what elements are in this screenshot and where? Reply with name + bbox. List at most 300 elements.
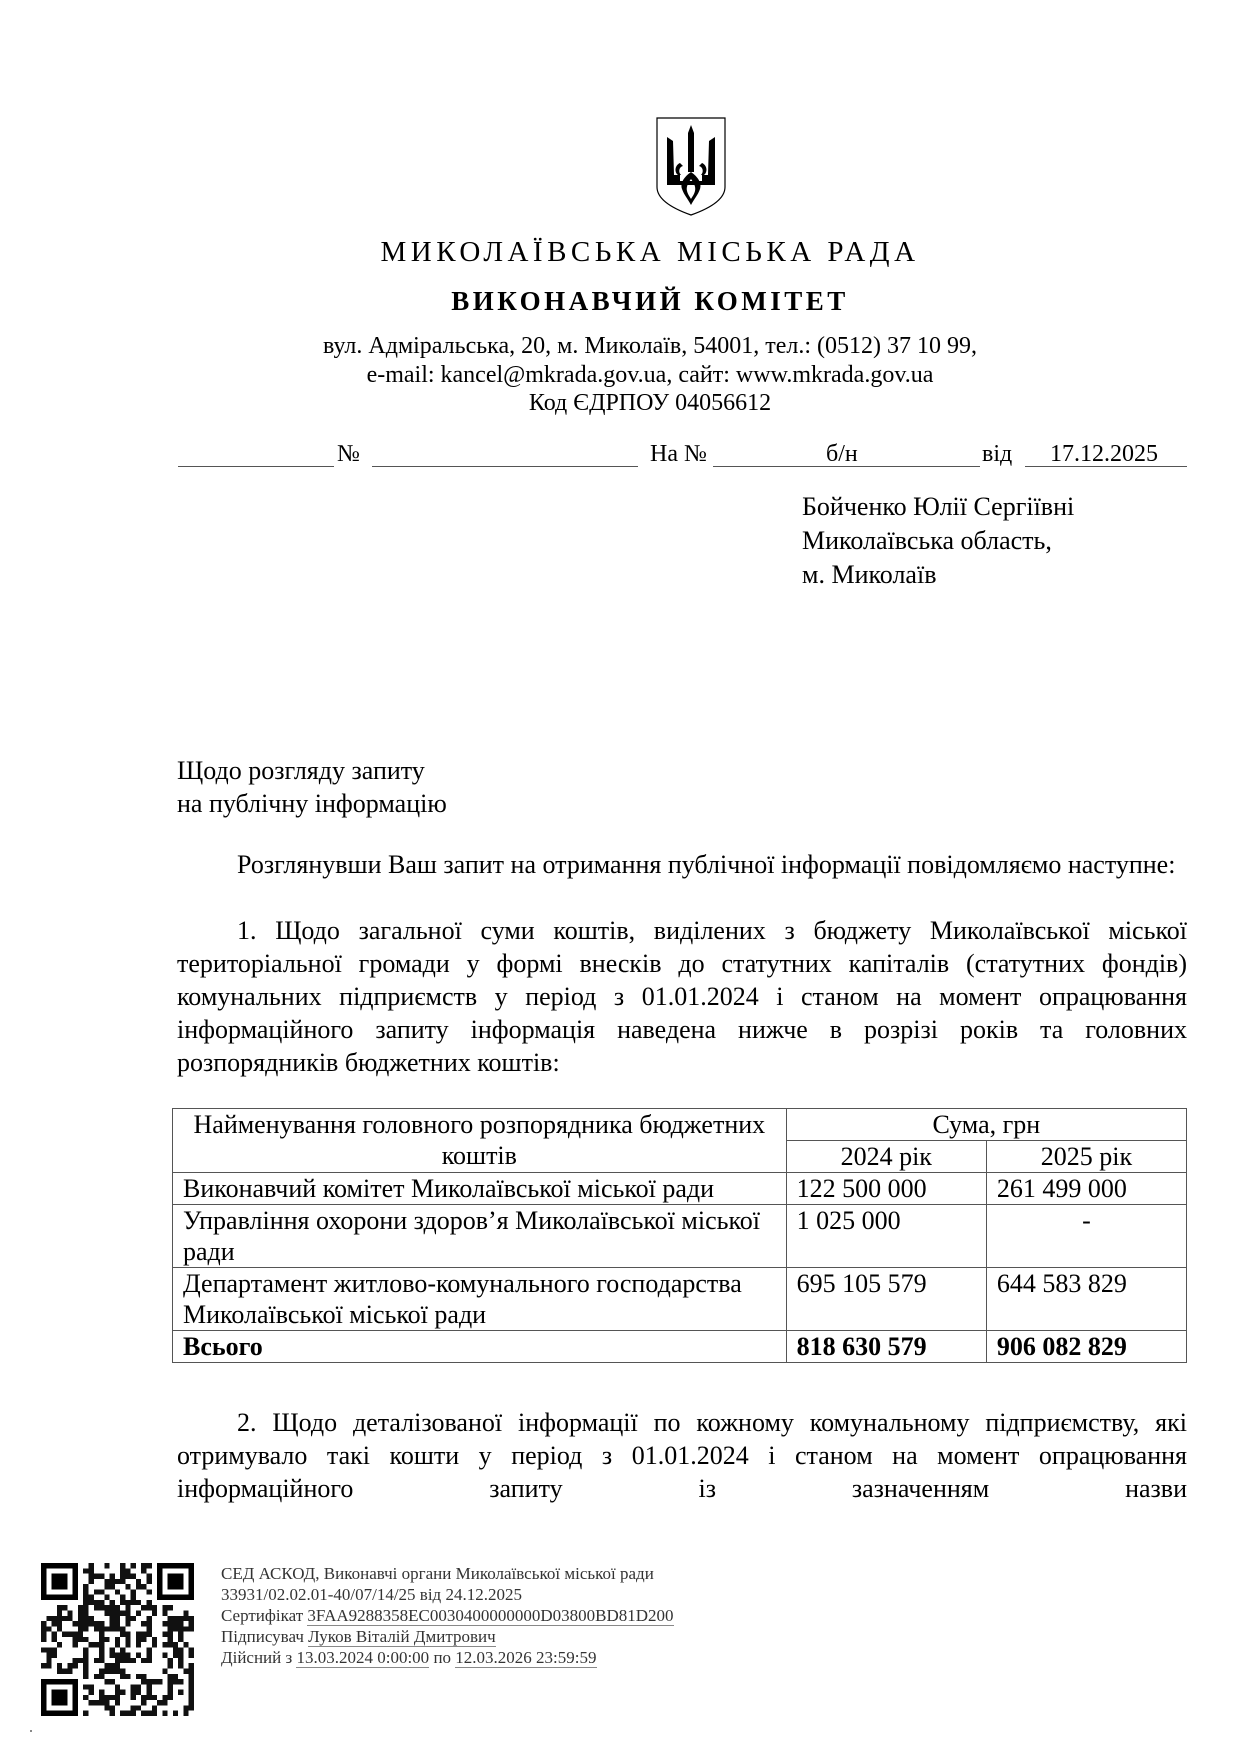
qr-module [162, 1621, 167, 1626]
qr-module [120, 1600, 125, 1605]
subject-line-1: Щодо розгляду запиту [177, 756, 425, 785]
qr-module [168, 1684, 173, 1689]
qr-module [110, 1600, 115, 1605]
qr-module [152, 1605, 157, 1610]
qr-module [183, 1711, 188, 1716]
qr-module [99, 1637, 104, 1642]
qr-module [131, 1600, 136, 1605]
qr-module [131, 1616, 136, 1621]
qr-module [83, 1711, 88, 1716]
qr-module [62, 1616, 67, 1621]
row-name: Департамент житлово-комунального господарства Миколаївської міської ради [173, 1268, 787, 1331]
qr-module [73, 1642, 78, 1647]
subject-line-2: на публічну інформацію [177, 789, 447, 818]
qr-module [46, 1626, 51, 1631]
qr-module [110, 1579, 115, 1584]
qr-module [173, 1616, 178, 1621]
table-row [173, 1205, 1187, 1268]
qr-module [88, 1616, 93, 1621]
qr-module [115, 1610, 120, 1615]
qr-module [168, 1637, 173, 1642]
qr-module [73, 1637, 78, 1642]
qr-module [115, 1621, 120, 1626]
qr-module [115, 1579, 120, 1584]
qr-module [147, 1626, 152, 1631]
qr-module [73, 1632, 78, 1637]
qr-module [104, 1637, 109, 1642]
qr-module [57, 1616, 62, 1621]
qr-module [94, 1626, 99, 1631]
qr-module [141, 1568, 146, 1573]
qr-module [104, 1605, 109, 1610]
qr-module [131, 1563, 136, 1568]
qr-module [125, 1616, 130, 1621]
qr-module [189, 1684, 194, 1689]
qr-module [115, 1642, 120, 1647]
qr-module [83, 1637, 88, 1642]
qr-module [94, 1621, 99, 1626]
qr-module [46, 1653, 51, 1658]
signer-label: Підписувач [221, 1627, 304, 1646]
qr-module [131, 1711, 136, 1716]
qr-module [183, 1669, 188, 1674]
qr-module [178, 1647, 183, 1652]
qr-module [78, 1616, 83, 1621]
qr-module [110, 1610, 115, 1615]
qr-module [147, 1695, 152, 1700]
qr-module [173, 1679, 178, 1684]
qr-module [99, 1605, 104, 1610]
qr-module [168, 1674, 173, 1679]
qr-module [157, 1679, 162, 1684]
qr-module [52, 1632, 57, 1637]
qr-module [104, 1595, 109, 1600]
qr-module [78, 1610, 83, 1615]
qr-module [57, 1610, 62, 1615]
qr-module [110, 1653, 115, 1658]
qr-module [168, 1642, 173, 1647]
qr-module [41, 1626, 46, 1631]
qr-module [162, 1605, 167, 1610]
table-row [173, 1268, 1187, 1331]
qr-module [57, 1669, 62, 1674]
qr-module [88, 1621, 93, 1626]
qr-module [83, 1621, 88, 1626]
qr-module [141, 1605, 146, 1610]
row-2025: 261 499 000 [986, 1173, 1186, 1205]
qr-module [125, 1637, 130, 1642]
qr-module [104, 1695, 109, 1700]
number-label: № [337, 441, 360, 467]
qr-module [157, 1700, 162, 1705]
stamp-validity [221, 1647, 597, 1668]
qr-module [131, 1690, 136, 1695]
qr-module [189, 1653, 194, 1658]
qr-module [99, 1574, 104, 1579]
qr-module [46, 1663, 51, 1668]
edrpou-code: Код ЄДРПОУ 04056612 [528, 390, 772, 416]
qr-module [99, 1695, 104, 1700]
qr-module [120, 1674, 125, 1679]
qr-module [104, 1563, 109, 1568]
qr-module [94, 1589, 99, 1594]
qr-module [78, 1621, 83, 1626]
qr-module [110, 1695, 115, 1700]
qr-module [178, 1621, 183, 1626]
qr-module [168, 1632, 173, 1637]
qr-module [136, 1579, 141, 1584]
qr-module [41, 1647, 46, 1652]
qr-module [147, 1621, 152, 1626]
qr-module [120, 1690, 125, 1695]
qr-module [147, 1616, 152, 1621]
qr-module [147, 1679, 152, 1684]
qr-module [125, 1584, 130, 1589]
qr-module [125, 1711, 130, 1716]
qr-module [162, 1695, 167, 1700]
qr-module [183, 1642, 188, 1647]
qr-module [120, 1574, 125, 1579]
qr-module [88, 1684, 93, 1689]
stamp-signer [221, 1626, 496, 1647]
qr-module [141, 1584, 146, 1589]
outgoing-date-field [178, 466, 334, 467]
qr-module [152, 1642, 157, 1647]
qr-module [88, 1563, 93, 1568]
date-label: від [982, 441, 1013, 467]
scan-speck [30, 1730, 32, 1732]
qr-module [125, 1568, 130, 1573]
qr-module [152, 1679, 157, 1684]
qr-module [110, 1679, 115, 1684]
qr-module [120, 1579, 125, 1584]
qr-module [136, 1684, 141, 1689]
qr-module [104, 1663, 109, 1668]
qr-module [88, 1595, 93, 1600]
qr-module [152, 1610, 157, 1615]
qr-module [168, 1679, 173, 1684]
qr-module [115, 1616, 120, 1621]
qr-module [189, 1669, 194, 1674]
qr-finder-pattern [168, 1574, 184, 1590]
valid-to: 12.03.2026 23:59:59 [455, 1648, 597, 1667]
qr-module [183, 1626, 188, 1631]
table-total-row [173, 1331, 1187, 1363]
qr-module [67, 1616, 72, 1621]
qr-module [83, 1605, 88, 1610]
table-header-row [173, 1109, 1187, 1141]
header-name: Найменування головного розпорядника бюджетних коштів [173, 1109, 787, 1173]
qr-module [173, 1626, 178, 1631]
qr-module [88, 1568, 93, 1573]
ref-number-value: б/н [826, 441, 858, 467]
ref-label: На № [650, 441, 707, 467]
qr-module [178, 1632, 183, 1637]
qr-module [173, 1642, 178, 1647]
qr-module [125, 1674, 130, 1679]
point-2-paragraph [177, 1406, 1187, 1505]
qr-module [173, 1647, 178, 1652]
qr-module [94, 1600, 99, 1605]
qr-module [147, 1690, 152, 1695]
qr-module [173, 1711, 178, 1716]
qr-module [110, 1616, 115, 1621]
qr-module [110, 1663, 115, 1668]
qr-module [52, 1621, 57, 1626]
qr-module [94, 1574, 99, 1579]
qr-module [99, 1669, 104, 1674]
cert-value: 3FAA9288358EC0030400000000D03800BD81D200 [307, 1606, 674, 1625]
qr-module [141, 1674, 146, 1679]
qr-module [88, 1690, 93, 1695]
row-2024: 122 500 000 [786, 1173, 986, 1205]
qr-module [168, 1621, 173, 1626]
qr-module [178, 1626, 183, 1631]
qr-module [99, 1653, 104, 1658]
qr-module [189, 1616, 194, 1621]
qr-module [62, 1669, 67, 1674]
qr-module [41, 1663, 46, 1668]
qr-module [120, 1626, 125, 1631]
qr-module [115, 1605, 120, 1610]
qr-module [46, 1616, 51, 1621]
qr-module [136, 1584, 141, 1589]
qr-module [189, 1695, 194, 1700]
qr-module [99, 1690, 104, 1695]
qr-module [120, 1632, 125, 1637]
qr-module [189, 1705, 194, 1710]
qr-module [120, 1669, 125, 1674]
qr-module [141, 1658, 146, 1663]
qr-module [125, 1605, 130, 1610]
committee-name: ВИКОНАВЧИЙ КОМІТЕТ [451, 286, 849, 316]
qr-module [120, 1610, 125, 1615]
qr-module [52, 1653, 57, 1658]
qr-module [99, 1626, 104, 1631]
qr-module [88, 1574, 93, 1579]
qr-module [110, 1584, 115, 1589]
qr-module [147, 1658, 152, 1663]
qr-module [52, 1616, 57, 1621]
qr-module [78, 1637, 83, 1642]
qr-module [83, 1626, 88, 1631]
qr-module [152, 1705, 157, 1710]
qr-module [141, 1637, 146, 1642]
qr-module [52, 1647, 57, 1652]
qr-module [99, 1658, 104, 1663]
outgoing-number-field [372, 466, 638, 467]
row-2025: 644 583 829 [986, 1268, 1186, 1331]
stamp-doc-ref: 33931/02.02.01-40/07/14/25 від 24.12.2025 [221, 1585, 522, 1604]
signer-value: Луков Віталій Дмитрович [308, 1627, 496, 1646]
qr-module [183, 1616, 188, 1621]
row-2025: - [986, 1205, 1186, 1268]
qr-module [88, 1600, 93, 1605]
qr-module [104, 1584, 109, 1589]
qr-module [125, 1632, 130, 1637]
qr-module [189, 1626, 194, 1631]
qr-module [131, 1589, 136, 1594]
qr-module [168, 1626, 173, 1631]
qr-module [83, 1595, 88, 1600]
qr-module [178, 1653, 183, 1658]
qr-module [162, 1653, 167, 1658]
qr-module [83, 1674, 88, 1679]
qr-module [141, 1711, 146, 1716]
qr-module [115, 1690, 120, 1695]
qr-module [136, 1642, 141, 1647]
qr-module [99, 1700, 104, 1705]
qr-module [131, 1574, 136, 1579]
qr-module [189, 1647, 194, 1652]
qr-module [183, 1610, 188, 1615]
qr-module [189, 1700, 194, 1705]
header-sum: Сума, грн [786, 1109, 1186, 1141]
qr-module [162, 1700, 167, 1705]
qr-module [94, 1642, 99, 1647]
qr-module [168, 1663, 173, 1668]
qr-module [104, 1705, 109, 1710]
qr-module [141, 1679, 146, 1684]
qr-module [83, 1647, 88, 1652]
qr-module [99, 1589, 104, 1594]
qr-module [120, 1647, 125, 1652]
qr-module [131, 1695, 136, 1700]
qr-module [83, 1658, 88, 1663]
qr-module [110, 1626, 115, 1631]
qr-module [136, 1637, 141, 1642]
address-line: вул. Адміральська, 20, м. Миколаїв, 54001, тел.: (0512) 37 10 99, [322, 333, 978, 359]
point-1-paragraph [177, 914, 1187, 1079]
qr-module [67, 1663, 72, 1668]
qr-module [136, 1632, 141, 1637]
qr-module [141, 1563, 146, 1568]
qr-module [57, 1605, 62, 1610]
qr-module [104, 1579, 109, 1584]
qr-module [162, 1669, 167, 1674]
qr-module [120, 1568, 125, 1573]
qr-module [57, 1663, 62, 1668]
qr-module [57, 1621, 62, 1626]
qr-module [162, 1632, 167, 1637]
qr-module [178, 1679, 183, 1684]
qr-module [136, 1690, 141, 1695]
qr-module [83, 1616, 88, 1621]
qr-module [115, 1663, 120, 1668]
qr-module [83, 1653, 88, 1658]
stamp-system: СЕД АСКОД, Виконавчі органи Миколаївської міської ради [221, 1564, 654, 1583]
qr-module [125, 1574, 130, 1579]
date-value: 17.12.2025 [1050, 441, 1158, 467]
valid-to-label: по [433, 1648, 452, 1667]
qr-module [83, 1669, 88, 1674]
qr-module [73, 1663, 78, 1668]
qr-module [110, 1705, 115, 1710]
addressee-city: м. Миколаїв [802, 560, 937, 589]
qr-module [136, 1600, 141, 1605]
qr-module [41, 1621, 46, 1626]
qr-module [120, 1653, 125, 1658]
qr-module [88, 1642, 93, 1647]
qr-module [178, 1658, 183, 1663]
qr-module [110, 1669, 115, 1674]
qr-module [125, 1600, 130, 1605]
qr-module [120, 1595, 125, 1600]
qr-module [136, 1610, 141, 1615]
qr-module [168, 1658, 173, 1663]
qr-module [120, 1711, 125, 1716]
qr-module [178, 1690, 183, 1695]
qr-finder-pattern [52, 1690, 68, 1706]
qr-module [141, 1621, 146, 1626]
point-1-text: 1. Щодо загальної суми коштів, виділених з бюджету Миколаївської міської територіальної громади у формі внесків до статутних капіталів (статутних фондів) комунальних підприємств у період з 01.01.2024 і станом на момент опрацювання інформаційного запиту інформація наведена нижче в розрізі років та головних розпорядників бюджетних коштів: [177, 916, 1187, 1077]
qr-module [178, 1663, 183, 1668]
qr-module [131, 1684, 136, 1689]
qr-module [173, 1653, 178, 1658]
qr-module [110, 1605, 115, 1610]
stamp-certificate [221, 1605, 674, 1626]
header-2025: 2025 рік [986, 1141, 1186, 1173]
qr-module [147, 1632, 152, 1637]
qr-module [168, 1695, 173, 1700]
qr-module [147, 1684, 152, 1689]
qr-module [83, 1589, 88, 1594]
qr-module [104, 1679, 109, 1684]
qr-module [189, 1674, 194, 1679]
qr-module [99, 1621, 104, 1626]
qr-module [125, 1642, 130, 1647]
qr-module [46, 1647, 51, 1652]
qr-module [115, 1653, 120, 1658]
qr-module [120, 1563, 125, 1568]
qr-module [162, 1610, 167, 1615]
qr-module [136, 1674, 141, 1679]
qr-module [115, 1589, 120, 1594]
qr-module [147, 1605, 152, 1610]
qr-module [125, 1610, 130, 1615]
addressee-name: Бойченко Юлії Сергіївні [802, 492, 1075, 521]
qr-module [115, 1700, 120, 1705]
qr-module [110, 1647, 115, 1652]
qr-module [168, 1605, 173, 1610]
intro-paragraph [177, 848, 1187, 881]
total-2024: 818 630 579 [786, 1331, 986, 1363]
qr-module [88, 1700, 93, 1705]
qr-module [152, 1695, 157, 1700]
addressee-region: Миколаївська область, [802, 526, 1052, 555]
qr-module [83, 1695, 88, 1700]
qr-module [78, 1632, 83, 1637]
qr-module [115, 1658, 120, 1663]
qr-module [99, 1600, 104, 1605]
header-2024: 2024 рік [786, 1141, 986, 1173]
budget-table [172, 1108, 1187, 1363]
qr-module [83, 1600, 88, 1605]
qr-module [183, 1705, 188, 1710]
qr-module [115, 1669, 120, 1674]
qr-module [189, 1690, 194, 1695]
qr-module [189, 1679, 194, 1684]
qr-code-icon [40, 1563, 195, 1716]
qr-module [115, 1626, 120, 1631]
qr-module [110, 1621, 115, 1626]
qr-module [78, 1658, 83, 1663]
qr-module [99, 1647, 104, 1652]
valid-from: 13.03.2024 0:00:00 [296, 1648, 430, 1667]
ukraine-coat-of-arms-icon [656, 117, 726, 216]
qr-module [110, 1574, 115, 1579]
qr-module [67, 1632, 72, 1637]
